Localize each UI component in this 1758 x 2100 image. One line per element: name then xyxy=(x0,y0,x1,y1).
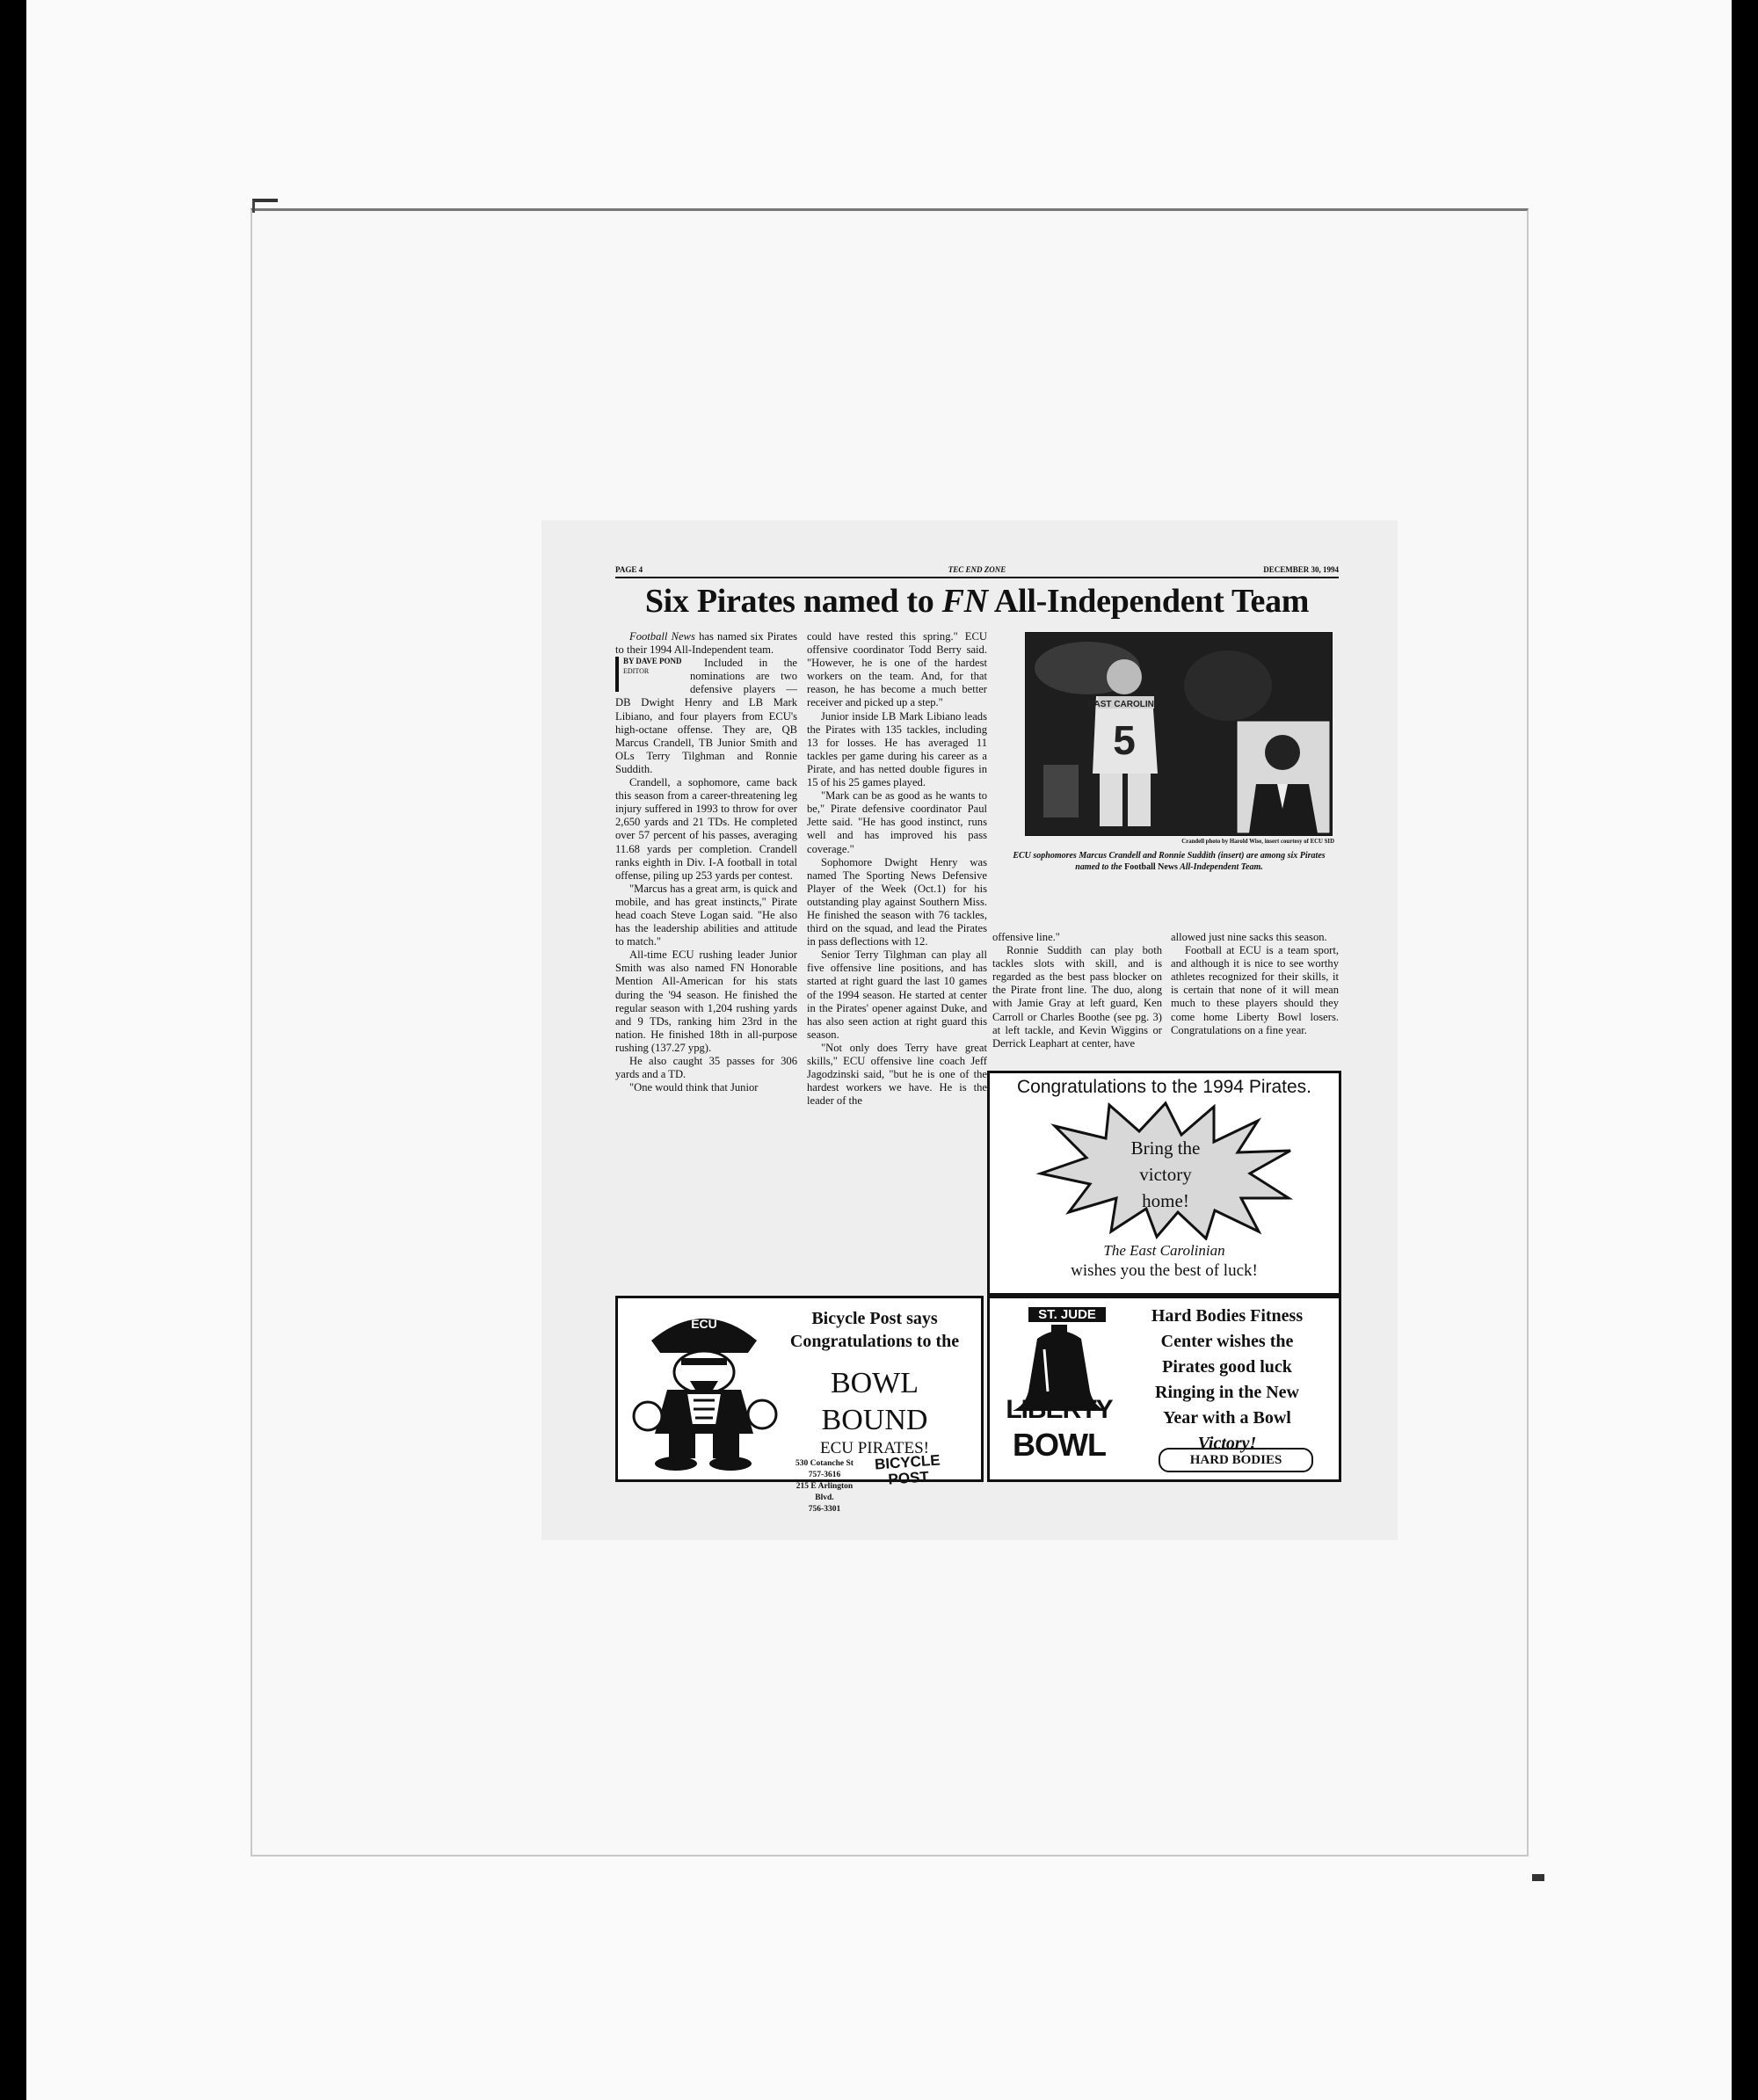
ad-line: BOWL xyxy=(830,1367,919,1399)
ad-team: ECU PIRATES! xyxy=(819,1439,930,1457)
bicycle-post-logo xyxy=(872,1452,944,1488)
byline xyxy=(615,657,683,692)
paragraph: allowed just nine sacks this season. xyxy=(1171,931,1327,943)
ad-line: Ringing in the New xyxy=(1155,1383,1299,1402)
publication-name: Football News xyxy=(629,630,695,643)
bell-word: LIBERTY xyxy=(1006,1395,1113,1424)
caption-text: ECU sophomores Marcus Crandell and Ronnie Suddith (insert) are among six Pirates named to the xyxy=(1013,851,1326,872)
liberty-bowl-logo xyxy=(1002,1304,1116,1471)
headline-part: All-Independent Team xyxy=(987,583,1310,620)
paragraph: Junior inside LB Mark Libiano leads the Pirates with 135 tackles, including 13 for losses. He has averaged 11 tackles per game during his career as a Pirate, and has netted double figures in 15 of his 25 games played. xyxy=(807,709,987,789)
paragraph: Football News has named six Pirates to their 1994 All-Independent team. xyxy=(615,630,797,657)
photo-image xyxy=(1026,633,1332,835)
paragraph: All-time ECU rushing leader Junior Smith was also named FN Honorable Mention All-American for his stats during the '94 season. He finished the regular season with 1,204 rushing yards and 9 TDs, ranking him 23rd in the nation. He finished 18th in all-purpose rushing (137.27 ypg). xyxy=(615,948,797,1054)
caption-text: All-Independent Team. xyxy=(1177,862,1263,872)
issue-date: DECEMBER 30, 1994 xyxy=(1263,565,1339,574)
newspaper-page xyxy=(541,520,1398,1540)
scan-sheet xyxy=(26,0,1732,2100)
headline-part: Six Pirates named to xyxy=(644,583,942,620)
address-line: 756-3301 xyxy=(808,1505,841,1514)
ad-address xyxy=(781,1458,868,1515)
byline-role: EDITOR xyxy=(623,667,650,676)
caption-publication: Football News xyxy=(1124,862,1178,872)
article-column-1 xyxy=(615,630,797,1239)
ad-headline xyxy=(778,1307,971,1353)
paragraph: "Marcus has a great arm, is quick and mobile, and has great instincts," Pirate head coach Steve Logan said. "He also has the leadership abilities and attitude to match." xyxy=(615,882,797,948)
burst-text xyxy=(1104,1135,1227,1214)
ad-message xyxy=(1122,1304,1333,1457)
paragraph: could have rested this spring." ECU offensive coordinator Todd Berry said. "However, he is one of the hardest workers on the team. And, for that reason, he has become a much better receiver and picked up a step." xyxy=(807,630,987,709)
address-line: Blvd. xyxy=(815,1493,834,1502)
bell-banner: ST. JUDE xyxy=(1028,1307,1106,1322)
section-name: TEC END ZONE xyxy=(948,565,1006,574)
address-line: 757-3616 xyxy=(808,1471,841,1479)
ad-line: Center wishes the xyxy=(1160,1332,1294,1351)
paragraph: "Not only does Terry have great skills," ECU offensive line coach Jeff Jagodzinski said, "but he is one of the hardest workers we have. He is the leader of the xyxy=(807,1041,987,1108)
byline-author: BY DAVE POND xyxy=(623,657,682,666)
paragraph: Included in the nominations are two defensive players — DB Dwight Henry and LB Mark Libiano, and four players from ECU's high-octane offense. They are, QB Marcus Crandell, TB Junior Smith and OLs Terry Tilghman and Ronnie Suddith. xyxy=(615,657,797,775)
paragraph: Senior Terry Tilghman can play all five offensive line positions, and has started at right guard the last 10 games of the 1994 season. He started at center in the Pirates' opener against Duke, and has also seen action at right guard this season. xyxy=(807,948,987,1041)
ad-line: Year with a Bowl xyxy=(1163,1408,1291,1428)
article-column-4 xyxy=(1171,931,1339,1037)
ad-line: Congratulations to the xyxy=(789,1332,960,1351)
running-header xyxy=(615,564,1339,578)
hard-bodies-logo: HARD BODIES xyxy=(1159,1448,1313,1472)
paragraph: Crandell, a sophomore, came back this season from a career-threatening leg injury suffered in 1993 to throw for over 2,650 yards and 21 TDs. He completed over 57 percent of his passes, averaging 11.68 yards per completion. Crandell ranks eighth in Div. I-A football in total offense, piling up 253 yards per contest. xyxy=(615,776,797,882)
ad-line: BOUND xyxy=(821,1404,928,1436)
article-column-2 xyxy=(807,630,987,1239)
address-line: 530 Cotanche St xyxy=(795,1459,854,1468)
pirate-mascot-icon xyxy=(625,1302,783,1474)
ad-title: Congratulations to the 1994 Pirates. xyxy=(1016,1077,1312,1097)
burst-line: victory xyxy=(1139,1164,1192,1185)
paragraph: "Mark can be as good as he wants to be," Pirate defensive coordinator Paul Jette said. "He has good instinct, runs well and has improved his pass coverage." xyxy=(807,789,987,855)
paragraph: He also caught 35 passes for 306 yards and a TD. xyxy=(615,1055,797,1081)
logo-line: POST xyxy=(887,1468,930,1488)
bicycle-post-ad xyxy=(615,1296,984,1514)
congratulations-ad xyxy=(987,1071,1341,1296)
paragraph: "One would think that Junior xyxy=(629,1081,759,1094)
ad-message: wishes you the best of luck! xyxy=(1071,1261,1258,1280)
page-number: PAGE 4 xyxy=(615,565,643,574)
address-line: 215 E Arlington xyxy=(795,1482,854,1491)
ad-big-text xyxy=(778,1365,971,1439)
headline xyxy=(615,582,1339,621)
hat-lettering: ECU xyxy=(691,1317,717,1331)
hard-bodies-ad xyxy=(987,1296,1341,1482)
bell-word: BOWL xyxy=(1013,1427,1106,1463)
burst-line: home! xyxy=(1142,1190,1189,1211)
corner-mark xyxy=(1532,1874,1544,1881)
ad-line: Bicycle Post says xyxy=(811,1309,938,1328)
logo-line: BICYCLE xyxy=(874,1451,941,1473)
photo-credit: Crandell photo by Harold Wise, insert courtesy of ECU SID xyxy=(1181,839,1334,845)
ad-line: Victory! xyxy=(1197,1434,1257,1453)
paragraph: Football at ECU is a team sport, and although it is nice to see worthy athletes recognized for their skills, it is certain that none of it will mean much to these players should they come home Liberty Bowl losers. Congratulations on a fine year. xyxy=(1171,944,1339,1036)
corner-clip xyxy=(252,199,278,213)
paragraph: Ronnie Suddith can play both tackles slots with skill, and is regarded as the best pass blocker on the Pirate front line. The duo, along with Jamie Gray at left guard, Ken Carroll or Charles Boothe (see pg. 3) at left tackle, and Kevin Wiggins or Derrick Leaphart at center, have xyxy=(992,944,1162,1050)
paragraph: Sophomore Dwight Henry was named The Sporting News Defensive Player of the Week (Oct.1) for his outstanding play against Southern Miss. He finished the season with 76 tackles, third on the squad, and lead the Pirates in pass deflections with 12. xyxy=(807,855,987,948)
headline-italic: FN xyxy=(941,583,988,620)
article-column-3 xyxy=(992,931,1162,1050)
jersey-lettering: EAST CAROLINA xyxy=(1087,700,1161,709)
photo-caption xyxy=(1002,850,1336,873)
news-photo xyxy=(1025,632,1333,836)
ad-line: Pirates good luck xyxy=(1162,1357,1292,1377)
ad-line: Hard Bodies Fitness xyxy=(1151,1306,1304,1326)
ad-sponsor: The East Carolinian xyxy=(1103,1242,1225,1259)
burst-line: Bring the xyxy=(1130,1137,1201,1159)
page-content xyxy=(615,564,1339,1514)
paragraph: offensive line." xyxy=(992,931,1060,943)
jersey-number: 5 xyxy=(1113,717,1136,763)
